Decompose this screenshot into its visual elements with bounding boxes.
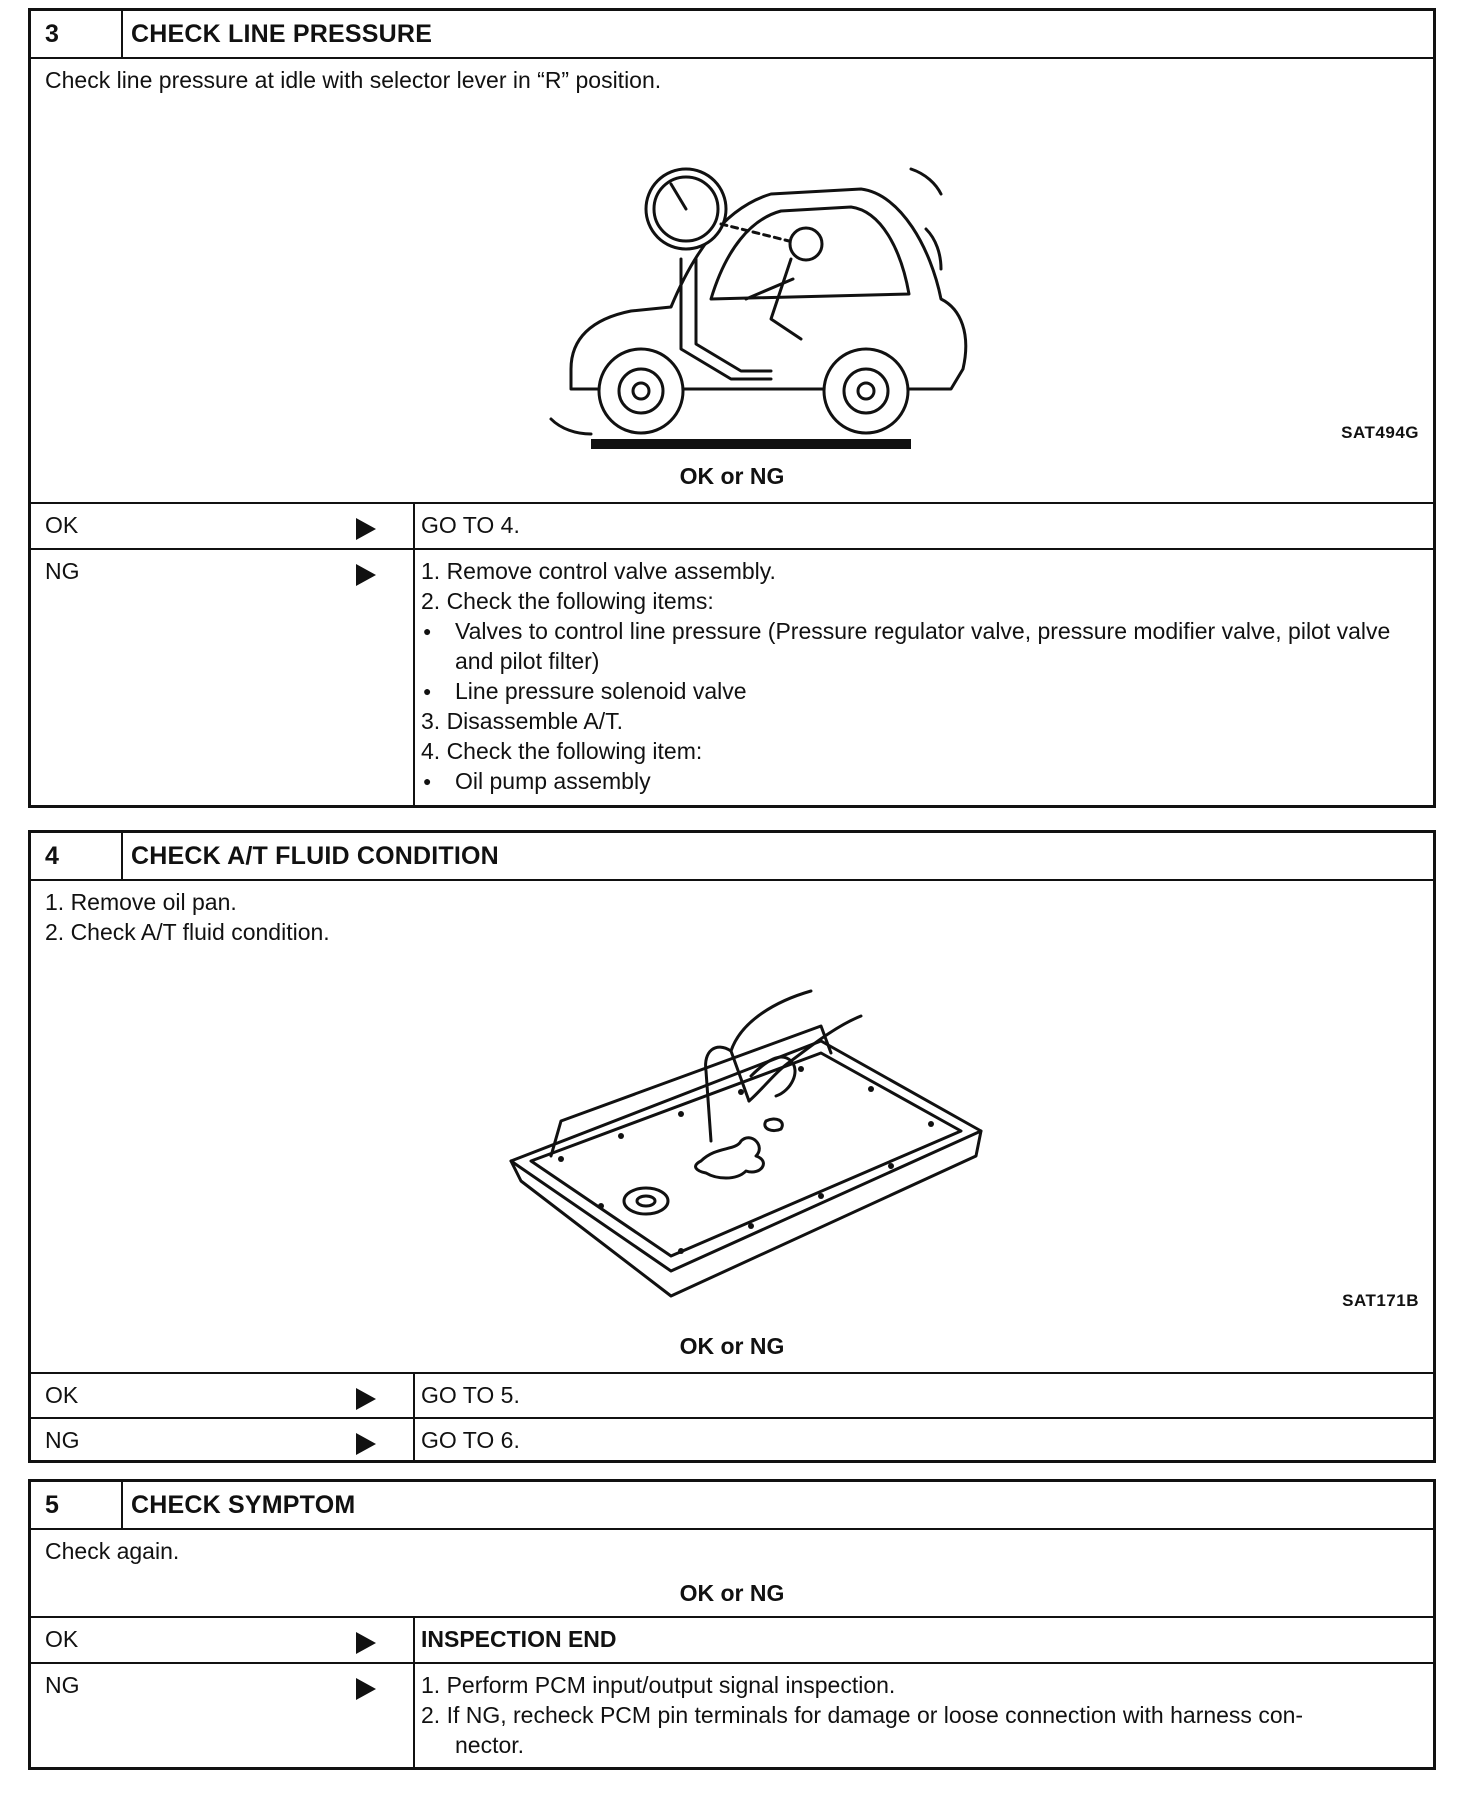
result-label-text: NG xyxy=(45,1427,80,1453)
ok-or-ng-label: OK or NG xyxy=(679,463,785,489)
bullet-item: ● Line pressure solenoid valve xyxy=(421,676,1423,706)
result-label xyxy=(31,1374,415,1417)
figure-code: SAT494G xyxy=(1341,423,1419,442)
step-number: 3 xyxy=(31,11,123,57)
instruction-line: Check line pressure at idle with selector lever in “R” position. xyxy=(45,67,662,93)
result-row-ng xyxy=(31,1664,1433,1768)
arrow-right-icon xyxy=(356,1388,376,1410)
arrow-right-icon xyxy=(356,1433,376,1455)
result-row-ng xyxy=(31,550,1433,805)
result-action: INSPECTION END xyxy=(421,1626,617,1652)
step-number: 4 xyxy=(31,833,123,879)
result-label-text: OK xyxy=(45,1382,79,1408)
result-rows xyxy=(31,1618,1433,1768)
instruction-line: 2. Check A/T fluid condition. xyxy=(45,919,330,945)
car-pressure-gauge-illustration xyxy=(531,139,971,479)
instructions xyxy=(31,881,1433,947)
step-body xyxy=(31,59,1433,504)
list-item: 1. Remove control valve assembly. xyxy=(421,558,776,584)
step-body xyxy=(31,881,1433,1374)
step-5-block xyxy=(28,1479,1436,1770)
result-rows xyxy=(31,1374,1433,1460)
result-action-list xyxy=(415,550,1433,805)
instruction-line: 1. Remove oil pan. xyxy=(45,889,237,915)
instructions xyxy=(31,1530,1433,1566)
step-4-block xyxy=(28,830,1436,1463)
step-header xyxy=(31,833,1433,881)
list-item: 2. If NG, recheck PCM pin terminals for damage or loose connection with harness con- xyxy=(421,1702,1304,1728)
result-label-text: NG xyxy=(45,558,80,584)
arrow-right-icon xyxy=(356,1632,376,1654)
result-label xyxy=(31,550,415,805)
list-item: 3. Disassemble A/T. xyxy=(421,708,623,734)
result-label xyxy=(31,1618,415,1662)
instructions xyxy=(31,59,1433,95)
list-item-continuation: nector. xyxy=(455,1732,525,1758)
step-body xyxy=(31,1530,1433,1618)
result-row-ng xyxy=(31,1419,1433,1460)
arrow-right-icon xyxy=(356,1678,376,1700)
result-label xyxy=(31,1664,415,1768)
step-header xyxy=(31,1482,1433,1530)
result-action-list xyxy=(415,1664,1433,1768)
result-label-text: NG xyxy=(45,1672,80,1698)
step-header xyxy=(31,11,1433,59)
result-label-text: OK xyxy=(45,1626,79,1652)
step-3-block xyxy=(28,8,1436,808)
arrow-right-icon xyxy=(356,518,376,540)
bullet-item: ● Valves to control line pressure (Pressure regulator valve, pressure modifier valve, pilot valve and pilot filter) xyxy=(421,616,1423,676)
result-label xyxy=(31,504,415,548)
result-action: GO TO 5. xyxy=(421,1382,520,1408)
ok-or-ng-label: OK or NG xyxy=(679,1580,785,1606)
arrow-right-icon xyxy=(356,564,376,586)
list-item: 2. Check the following items: xyxy=(421,588,714,614)
result-rows xyxy=(31,504,1433,805)
result-label xyxy=(31,1419,415,1460)
result-row-ok xyxy=(31,1374,1433,1419)
result-action: GO TO 6. xyxy=(421,1427,520,1453)
list-item: 4. Check the following item: xyxy=(421,738,703,764)
list-item: 1. Perform PCM input/output signal inspection. xyxy=(421,1672,896,1698)
step-title: CHECK A/T FLUID CONDITION xyxy=(131,841,499,870)
result-row-ok xyxy=(31,1618,1433,1664)
result-row-ok xyxy=(31,504,1433,550)
step-number: 5 xyxy=(31,1482,123,1528)
oil-pan-fluid-illustration xyxy=(491,981,1011,1321)
instruction-line: Check again. xyxy=(45,1538,180,1564)
result-label-text: OK xyxy=(45,512,79,538)
figure-code: SAT171B xyxy=(1342,1291,1419,1310)
result-action: GO TO 4. xyxy=(421,512,520,538)
ok-or-ng-label: OK or NG xyxy=(679,1333,785,1359)
bullet-item: ● Oil pump assembly xyxy=(421,766,1423,796)
step-title: CHECK LINE PRESSURE xyxy=(131,19,433,48)
step-title: CHECK SYMPTOM xyxy=(131,1490,356,1519)
